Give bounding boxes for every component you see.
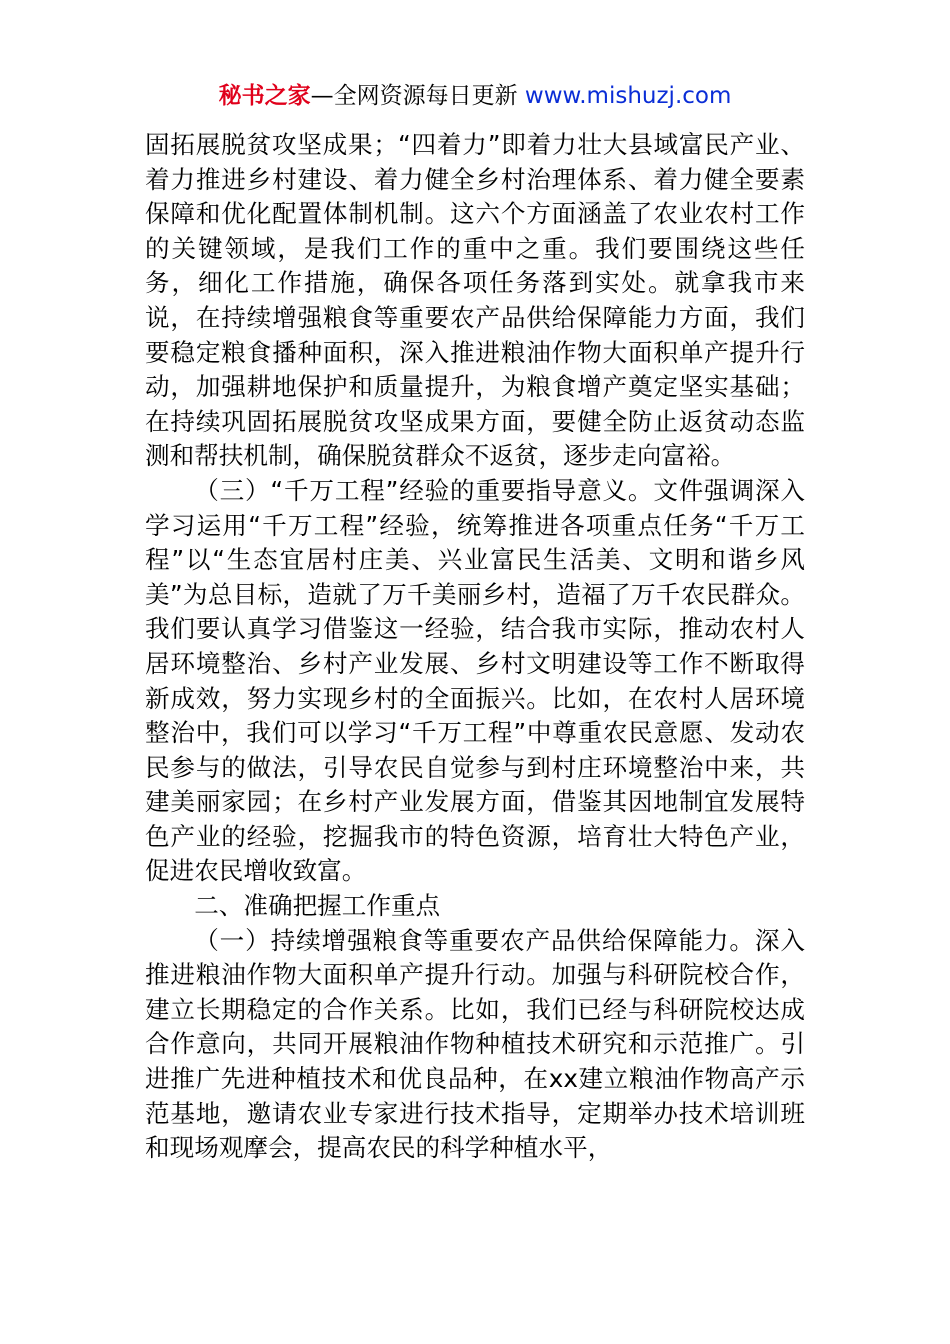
section-heading: 二、准确把握工作重点: [194, 891, 441, 921]
site-url-link[interactable]: www.mishuzj.com: [524, 83, 732, 109]
brand-name: 秘书之家: [218, 83, 311, 109]
site-header: [0, 78, 950, 114]
paragraph-section-three: （三）“千万工程”经验的重要指导意义。文件强调深入学习运用“千万工程”经验，统筹推进各项重点任务“千万工程”以“生态宜居村庄美、兴业富民生活美、文明和谐乡风美”为总目标，造就了万千美丽乡村，造福了万千农民群众。我们要认真学习借鉴这一经验，结合我市实际，推动农村人居环境整治、乡村产业发展、乡村文明建设等工作不断取得新成效，努力实现乡村的全面振兴。比如，在农村人居环境整治中，我们可以学习“千万工程”中尊重农民意愿、发动农民参与的做法，引导农民自觉参与到村庄环境整治中来，共建美丽家园；在乡村产业发展方面，借鉴其因地制宜发展特色产业的经验，挖掘我市的特色资源，培育壮大特色产业，促进农民增收致富。: [145, 475, 805, 886]
header-tagline: —全网资源每日更新: [310, 83, 525, 109]
paragraph-item-one: （一）持续增强粮食等重要农产品供给保障能力。深入推进粮油作物大面积单产提升行动。加强与科研院校合作，建立长期稳定的合作关系。比如，我们已经与科研院校达成合作意向，共同开展粮油作物种植技术研究和示范推广。引进推广先进种植技术和优良品种，在xx建立粮油作物高产示范基地，邀请农业专家进行技术指导，定期举办技术培训班和现场观摩会，提高农民的科学种植水平，: [145, 925, 805, 1163]
document-body: [145, 128, 805, 1166]
paragraph-continued: 固拓展脱贫攻坚成果；“四着力”即着力壮大县域富民产业、着力推进乡村建设、着力健全乡村治理体系、着力健全要素保障和优化配置体制机制。这六个方面涵盖了农业农村工作的关键领域，是我们工作的重中之重。我们要围绕这些任务，细化工作措施，确保各项任务落到实处。就拿我市来说，在持续增强粮食等重要农产品供给保障能力方面，我们要稳定粮食播种面积，深入推进粮油作物大面积单产提升行动，加强耕地保护和质量提升，为粮食增产奠定坚实基础；在持续巩固拓展脱贫攻坚成果方面，要健全防止返贫动态监测和帮扶机制，确保脱贫群众不返贫，逐步走向富裕。: [145, 130, 805, 471]
